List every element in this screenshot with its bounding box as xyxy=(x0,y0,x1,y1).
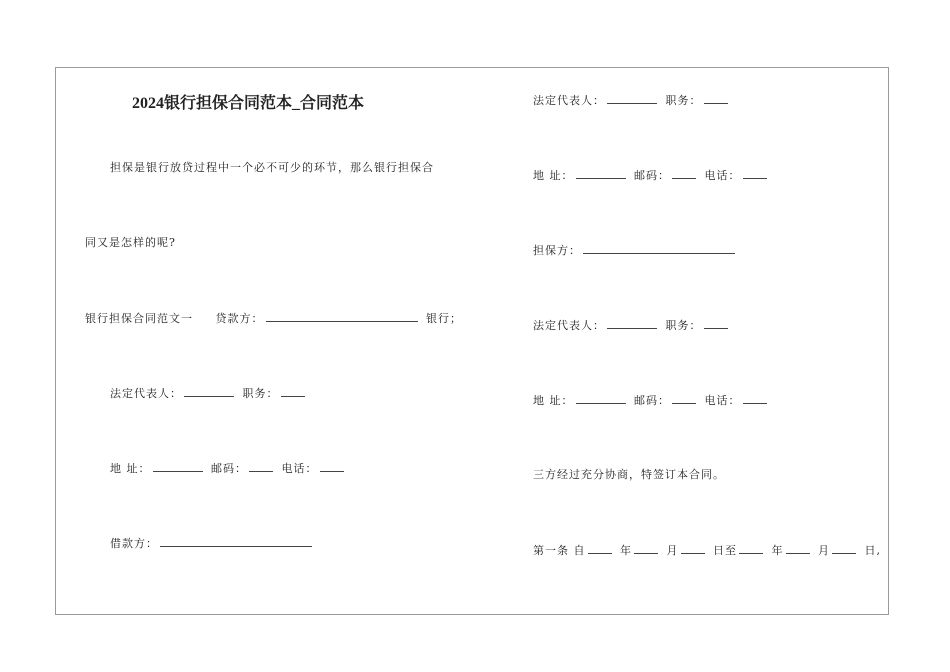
sample-label: 银行担保合同范文一 xyxy=(85,312,193,325)
address-label: 地 址： xyxy=(110,462,151,475)
legal-rep-blank[interactable] xyxy=(184,386,234,397)
phone-blank[interactable] xyxy=(743,393,767,404)
borrower-blank[interactable] xyxy=(160,536,312,547)
address-label: 地 址： xyxy=(533,394,574,407)
bank-label: 银行； xyxy=(426,312,462,325)
position-label: 职务： xyxy=(242,387,279,400)
phone-blank[interactable] xyxy=(320,461,344,472)
phone-label: 电话： xyxy=(704,169,741,182)
guarantor-rep-line xyxy=(533,318,732,333)
borrower-label: 借款方： xyxy=(110,537,158,550)
position-label: 职务： xyxy=(665,319,702,332)
document-title: 2024银行担保合同范本_合同范本 xyxy=(132,95,365,112)
agreement-line xyxy=(533,468,725,482)
postcode-label: 邮码： xyxy=(211,462,247,475)
month-label: 月 xyxy=(666,544,679,557)
postcode-label: 邮码： xyxy=(634,169,670,182)
month-label: 月 xyxy=(818,544,830,557)
phone-blank[interactable] xyxy=(743,168,767,179)
lender-line xyxy=(85,311,462,326)
postcode-label: 邮码： xyxy=(634,394,670,407)
legal-rep-blank[interactable] xyxy=(607,93,657,104)
lender-rep-line xyxy=(110,386,309,401)
start-year-blank[interactable] xyxy=(588,543,612,554)
legal-rep-blank[interactable] xyxy=(607,318,657,329)
borrower-line xyxy=(110,536,316,551)
position-blank[interactable] xyxy=(704,93,728,104)
address-blank[interactable] xyxy=(153,461,203,472)
position-blank[interactable] xyxy=(281,386,305,397)
lender-blank[interactable] xyxy=(266,311,418,322)
postcode-blank[interactable] xyxy=(672,168,696,179)
article-1-label: 第一条 自 xyxy=(533,544,586,557)
end-year-blank[interactable] xyxy=(739,543,763,554)
guarantor-blank[interactable] xyxy=(583,243,735,254)
address-blank[interactable] xyxy=(576,168,626,179)
day-comma-label: 日, xyxy=(864,544,881,557)
address-blank[interactable] xyxy=(576,393,626,404)
lender-address-line xyxy=(110,461,348,476)
legal-rep-label: 法定代表人： xyxy=(110,387,182,400)
postcode-blank[interactable] xyxy=(672,393,696,404)
intro-paragraph-line-1 xyxy=(110,161,434,175)
intro-text-1: 担保是银行放贷过程中一个必不可少的环节，那么银行担保合 xyxy=(110,161,434,174)
intro-paragraph-line-2 xyxy=(85,236,176,250)
borrower-address-line xyxy=(533,168,771,183)
article-1-line xyxy=(533,543,881,558)
address-label: 地 址： xyxy=(533,169,574,182)
start-month-blank[interactable] xyxy=(634,543,658,554)
guarantor-address-line xyxy=(533,393,771,408)
phone-label: 电话： xyxy=(704,394,741,407)
position-blank[interactable] xyxy=(704,318,728,329)
lender-label: 贷款方： xyxy=(215,312,264,325)
intro-text-2: 同又是怎样的呢? xyxy=(85,236,176,249)
postcode-blank[interactable] xyxy=(249,461,273,472)
start-day-blank[interactable] xyxy=(681,543,705,554)
legal-rep-label: 法定代表人： xyxy=(533,319,605,332)
legal-rep-label: 法定代表人： xyxy=(533,94,605,107)
phone-label: 电话： xyxy=(281,462,318,475)
borrower-rep-line xyxy=(533,93,732,108)
end-month-blank[interactable] xyxy=(786,543,810,554)
end-day-blank[interactable] xyxy=(832,543,856,554)
position-label: 职务： xyxy=(665,94,702,107)
guarantor-label: 担保方： xyxy=(533,244,581,257)
guarantor-line xyxy=(533,243,739,258)
agreement-text: 三方经过充分协商，特签订本合同。 xyxy=(533,468,725,481)
page-frame xyxy=(55,67,889,615)
year-label: 年 xyxy=(771,544,784,557)
day-to-label: 日至 xyxy=(713,544,737,557)
year-label: 年 xyxy=(620,544,632,557)
